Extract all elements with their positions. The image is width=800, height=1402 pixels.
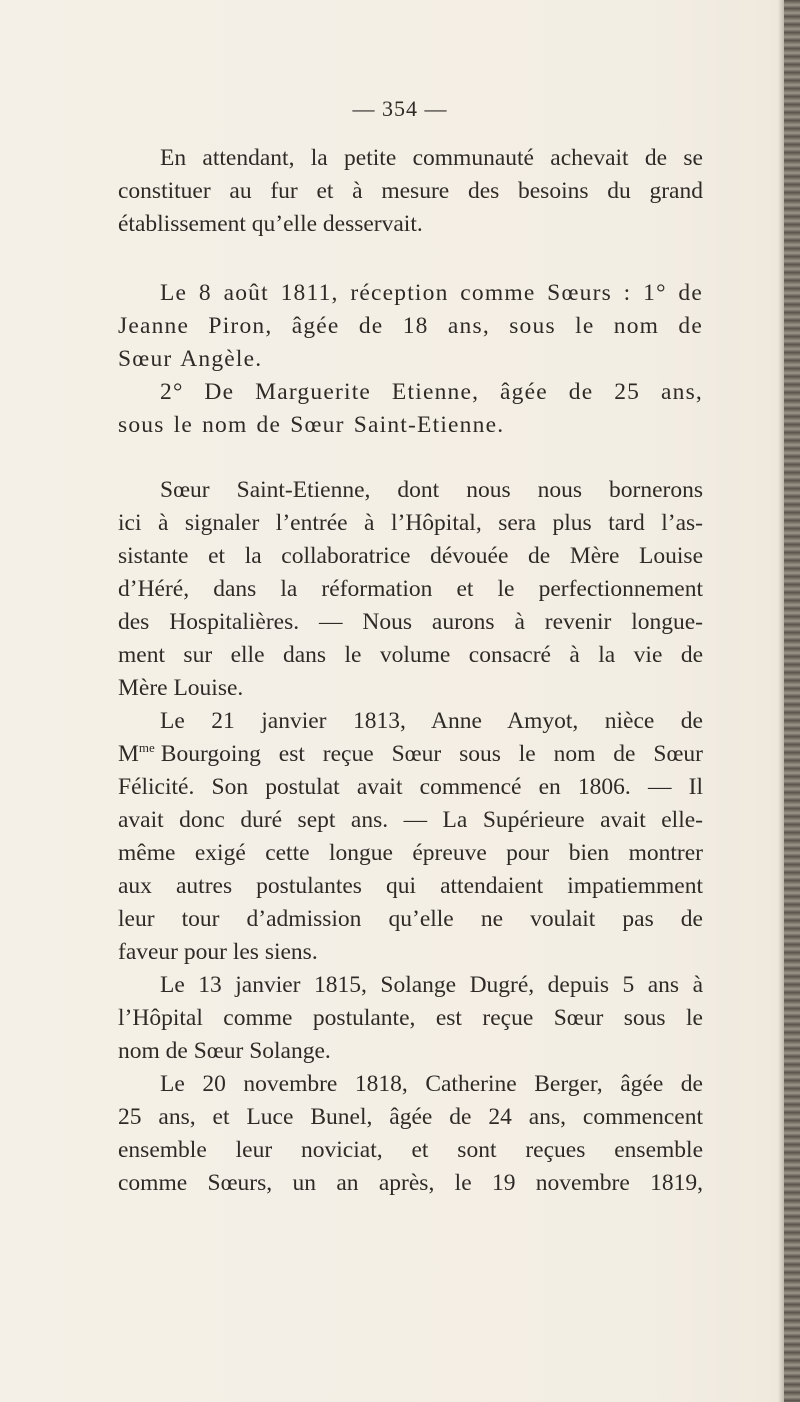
text-line: Le 21 janvier 1813, Anne Amyot, nièce de [160, 708, 703, 734]
text-line: ici à signaler l’entrée à l’Hôpital, sera plus tard l’as- [118, 510, 703, 536]
paragraph-2 [118, 277, 703, 376]
text-line: Mère Louise. [118, 675, 244, 701]
text-line: Jeanne Piron, âgée de 18 ans, sous le nom de [118, 313, 703, 339]
paragraph-7 [118, 1068, 703, 1200]
text-line: ment sur elle dans le volume consacré à la vie de [118, 642, 703, 668]
text-line: d’Héré, dans la réformation et le perfectionnement [118, 576, 703, 602]
text-line: aux autres postulantes qui attendaient impatiemment [118, 873, 703, 899]
text-line: sistante et la collaboratrice dévouée de Mère Louise [118, 543, 703, 569]
text-line: sous le nom de Sœur Saint-Etienne. [118, 412, 505, 438]
title-abbreviation: $M^{me}$ [118, 740, 155, 767]
text-line [118, 738, 703, 771]
text-line: 2° De Marguerite Etienne, âgée de 25 ans, [160, 379, 703, 405]
text-line: constituer au fur et à mesure des besoins du grand [118, 178, 703, 204]
text-line: des Hospitalières. — Nous aurons à revenir longue- [118, 609, 703, 635]
paragraph-4 [118, 474, 703, 705]
text-line: ensemble leur noviciat, et sont reçues ensemble [118, 1137, 703, 1163]
text-line: Le 13 janvier 1815, Solange Dugré, depuis 5 ans à [160, 972, 703, 998]
paragraph-1 [118, 142, 703, 241]
text-line: Le 20 novembre 1818, Catherine Berger, âgée de [160, 1071, 703, 1097]
page-number: — 354 — [352, 96, 448, 121]
text-line: 25 ans, et Luce Bunel, âgée de 24 ans, commencent [118, 1104, 703, 1130]
text-line: leur tour d’admission qu’elle ne voulait pas de [118, 906, 703, 932]
text-line: faveur pour les siens. [118, 939, 318, 965]
text-line: avait donc duré sept ans. — La Supérieure avait elle- [118, 807, 703, 833]
text-line: même exigé cette longue épreuve pour bien montrer [118, 840, 703, 866]
text-line: Sœur Angèle. [118, 346, 263, 372]
text-line: Sœur Saint-Etienne, dont nous nous bornerons [160, 477, 703, 503]
paragraph-3 [118, 376, 703, 442]
book-edge [784, 0, 800, 1402]
text-line-rest: Bourgoing est reçue Sœur sous le nom de Sœur [160, 741, 703, 767]
text-line: l’Hôpital comme postulante, est reçue Sœur sous le [118, 1005, 703, 1031]
text-line: établissement qu’elle desservait. [118, 211, 423, 237]
text-line: Félicité. Son postulat avait commencé en 1806. — Il [118, 774, 703, 800]
text-line: En attendant, la petite communauté achevait de se [160, 145, 703, 171]
text-line: comme Sœurs, un an après, le 19 novembre 1819, [118, 1170, 703, 1196]
text-line: nom de Sœur Solange. [118, 1038, 331, 1064]
paragraph-5 [118, 705, 703, 969]
text-line: Le 8 août 1811, réception comme Sœurs : 1° de [160, 280, 703, 306]
paragraph-6 [118, 969, 703, 1068]
